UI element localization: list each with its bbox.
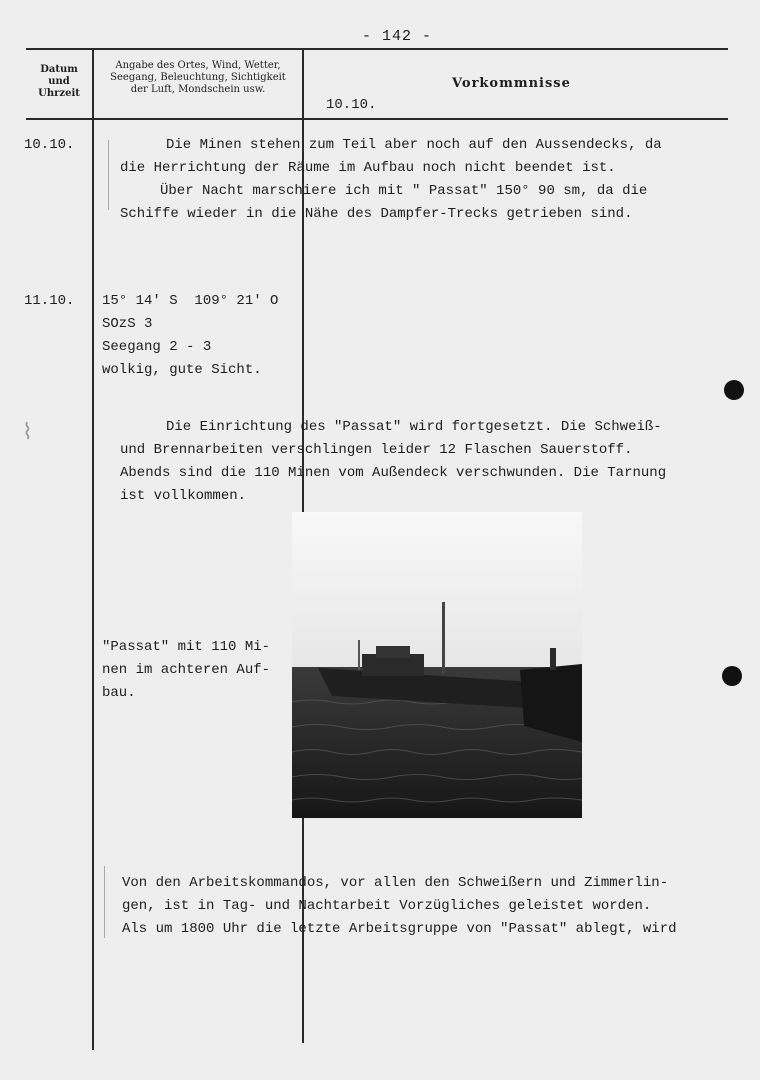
caption-line: "Passat" mit 110 Mi- — [102, 639, 271, 655]
text-line: Die Minen stehen zum Teil aber noch auf den Aussendecks, da — [166, 137, 662, 153]
header-bottom-rule — [26, 118, 728, 120]
closing-text — [122, 872, 677, 941]
text-line: Abends sind die 110 Minen vom Außendeck verschwunden. Die Tarnung — [120, 465, 667, 481]
header-date-column: Datum und Uhrzeit — [38, 64, 80, 99]
text-line: Über Nacht marschiere ich mit " Passat" 150° 90 sm, da die — [160, 183, 648, 199]
entry-date: 10.10. — [24, 137, 75, 153]
visibility-line: wolkig, gute Sicht. — [102, 362, 262, 378]
column-divider-date — [92, 50, 94, 1050]
punch-hole — [722, 666, 742, 686]
text-line: Als um 1800 Uhr die letzte Arbeitsgruppe von "Passat" ablegt, wird — [122, 921, 677, 937]
header-location-column: Angabe des Ortes, Wind, Wetter, Seegang, Beleuchtung, Sichtigkeit der Luft, Mondschein usw. — [110, 60, 286, 95]
text-line: und Brennarbeiten verschlingen leider 12 Flaschen Sauerstoff. — [120, 442, 633, 458]
photo-caption — [102, 636, 270, 705]
wind-line: SOzS 3 — [102, 316, 153, 332]
text-line: gen, ist in Tag- und Nachtarbeit Vorzügliches geleistet worden. — [122, 898, 652, 914]
page-number: - 142 - — [362, 28, 433, 45]
text-line: ist vollkommen. — [120, 488, 247, 504]
sea-state-line: Seegang 2 - 3 — [102, 339, 212, 355]
header-current-date: 10.10. — [326, 97, 377, 113]
header-events-column: Vorkommnisse — [452, 76, 571, 91]
text-line: Von den Arbeitskommandos, vor allen den Schweißern und Zimmerlin- — [122, 875, 669, 891]
header-top-rule — [26, 48, 728, 50]
position-line: 15° 14' S 109° 21' O — [102, 293, 279, 309]
punch-hole — [724, 380, 744, 400]
margin-pencil-mark — [108, 140, 109, 210]
entry-date: 11.10. — [24, 293, 75, 309]
ship-photograph — [292, 512, 582, 818]
pencil-annotation: ⌇ — [22, 420, 33, 445]
entry-text — [120, 416, 666, 508]
caption-line: bau. — [102, 685, 136, 701]
text-line: Die Einrichtung des "Passat" wird fortgesetzt. Die Schweiß- — [166, 419, 662, 435]
margin-pencil-mark — [104, 866, 105, 938]
entry-text — [120, 134, 662, 226]
ship-photo-image — [292, 512, 582, 818]
entry-position-weather — [102, 290, 278, 382]
text-line: Schiffe wieder in die Nähe des Dampfer-Trecks getrieben sind. — [120, 206, 633, 222]
caption-line: nen im achteren Auf- — [102, 662, 271, 678]
text-line: die Herrichtung der Räume im Aufbau noch nicht beendet ist. — [120, 160, 616, 176]
